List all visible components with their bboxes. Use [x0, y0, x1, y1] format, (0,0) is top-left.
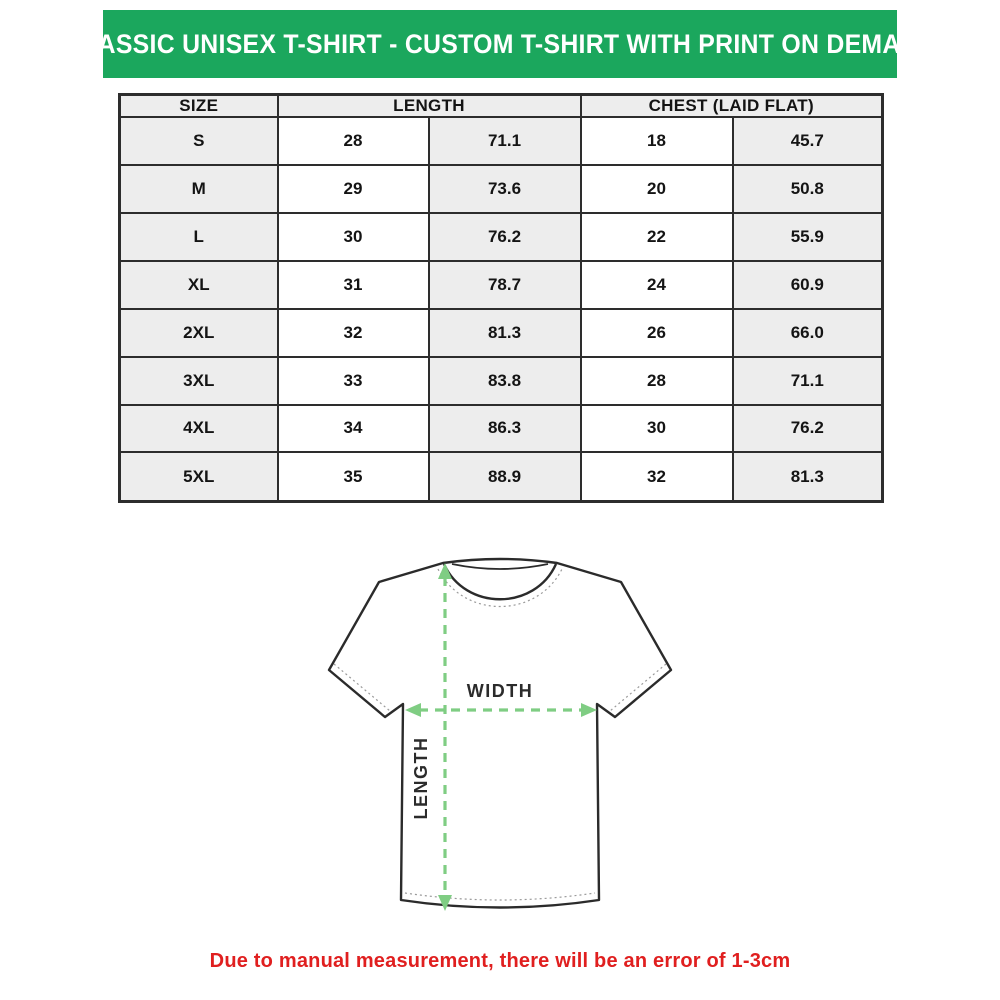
chest-cm-value: 76.2	[733, 405, 883, 453]
length-in-value: 32	[278, 309, 429, 357]
chest-in-value: 32	[581, 452, 733, 501]
table-row-m	[120, 165, 883, 213]
chest-in-value: 18	[581, 117, 733, 165]
table-header-row	[120, 95, 883, 118]
chest-in-value: 20	[581, 165, 733, 213]
table-row-3xl	[120, 357, 883, 405]
length-cm-value: 78.7	[429, 261, 581, 309]
width-label: WIDTH	[466, 681, 534, 701]
table-row-s	[120, 117, 883, 165]
size-label: 3XL	[120, 357, 278, 405]
tshirt-diagram	[325, 551, 675, 926]
measurement-error-note: Due to manual measurement, there will be an error of 1-3cm	[209, 950, 791, 972]
length-cm-value: 81.3	[429, 309, 581, 357]
title-banner	[63, 10, 937, 78]
page-title: CLASSIC UNISEX T-SHIRT - CUSTOM T-SHIRT WITH PRINT ON DEMAND	[63, 28, 937, 59]
chest-in-value: 26	[581, 309, 733, 357]
chest-in-value: 30	[581, 405, 733, 453]
length-label: LENGTH	[411, 736, 431, 820]
size-label: 2XL	[120, 309, 278, 357]
table-row-4xl	[120, 405, 883, 453]
size-label: 5XL	[120, 452, 278, 501]
length-in-value: 35	[278, 452, 429, 501]
table-row-l	[120, 213, 883, 261]
chest-cm-value: 81.3	[733, 452, 883, 501]
chest-cm-value: 71.1	[733, 357, 883, 405]
chest-in-value: 24	[581, 261, 733, 309]
chest-in-value: 22	[581, 213, 733, 261]
length-in-value: 33	[278, 357, 429, 405]
table-row-5xl	[120, 452, 883, 501]
chest-cm-value: 55.9	[733, 213, 883, 261]
column-header-size: SIZE	[120, 95, 278, 118]
length-in-value: 30	[278, 213, 429, 261]
table-row-xl	[120, 261, 883, 309]
chest-in-value: 28	[581, 357, 733, 405]
length-in-value: 34	[278, 405, 429, 453]
size-label: M	[120, 165, 278, 213]
length-cm-value: 88.9	[429, 452, 581, 501]
chest-cm-value: 50.8	[733, 165, 883, 213]
chest-cm-value: 66.0	[733, 309, 883, 357]
chest-cm-value: 45.7	[733, 117, 883, 165]
tshirt-outline	[329, 559, 671, 908]
table-row-2xl	[120, 309, 883, 357]
column-header-length: LENGTH	[278, 95, 581, 118]
size-chart-table	[118, 93, 884, 503]
length-cm-value: 73.6	[429, 165, 581, 213]
size-label: 4XL	[120, 405, 278, 453]
length-cm-value: 71.1	[429, 117, 581, 165]
length-cm-value: 83.8	[429, 357, 581, 405]
length-cm-value: 76.2	[429, 213, 581, 261]
chest-cm-value: 60.9	[733, 261, 883, 309]
size-label: S	[120, 117, 278, 165]
length-in-value: 28	[278, 117, 429, 165]
length-in-value: 31	[278, 261, 429, 309]
column-header-chest: CHEST (LAID FLAT)	[581, 95, 883, 118]
size-label: L	[120, 213, 278, 261]
length-cm-value: 86.3	[429, 405, 581, 453]
size-label: XL	[120, 261, 278, 309]
length-in-value: 29	[278, 165, 429, 213]
